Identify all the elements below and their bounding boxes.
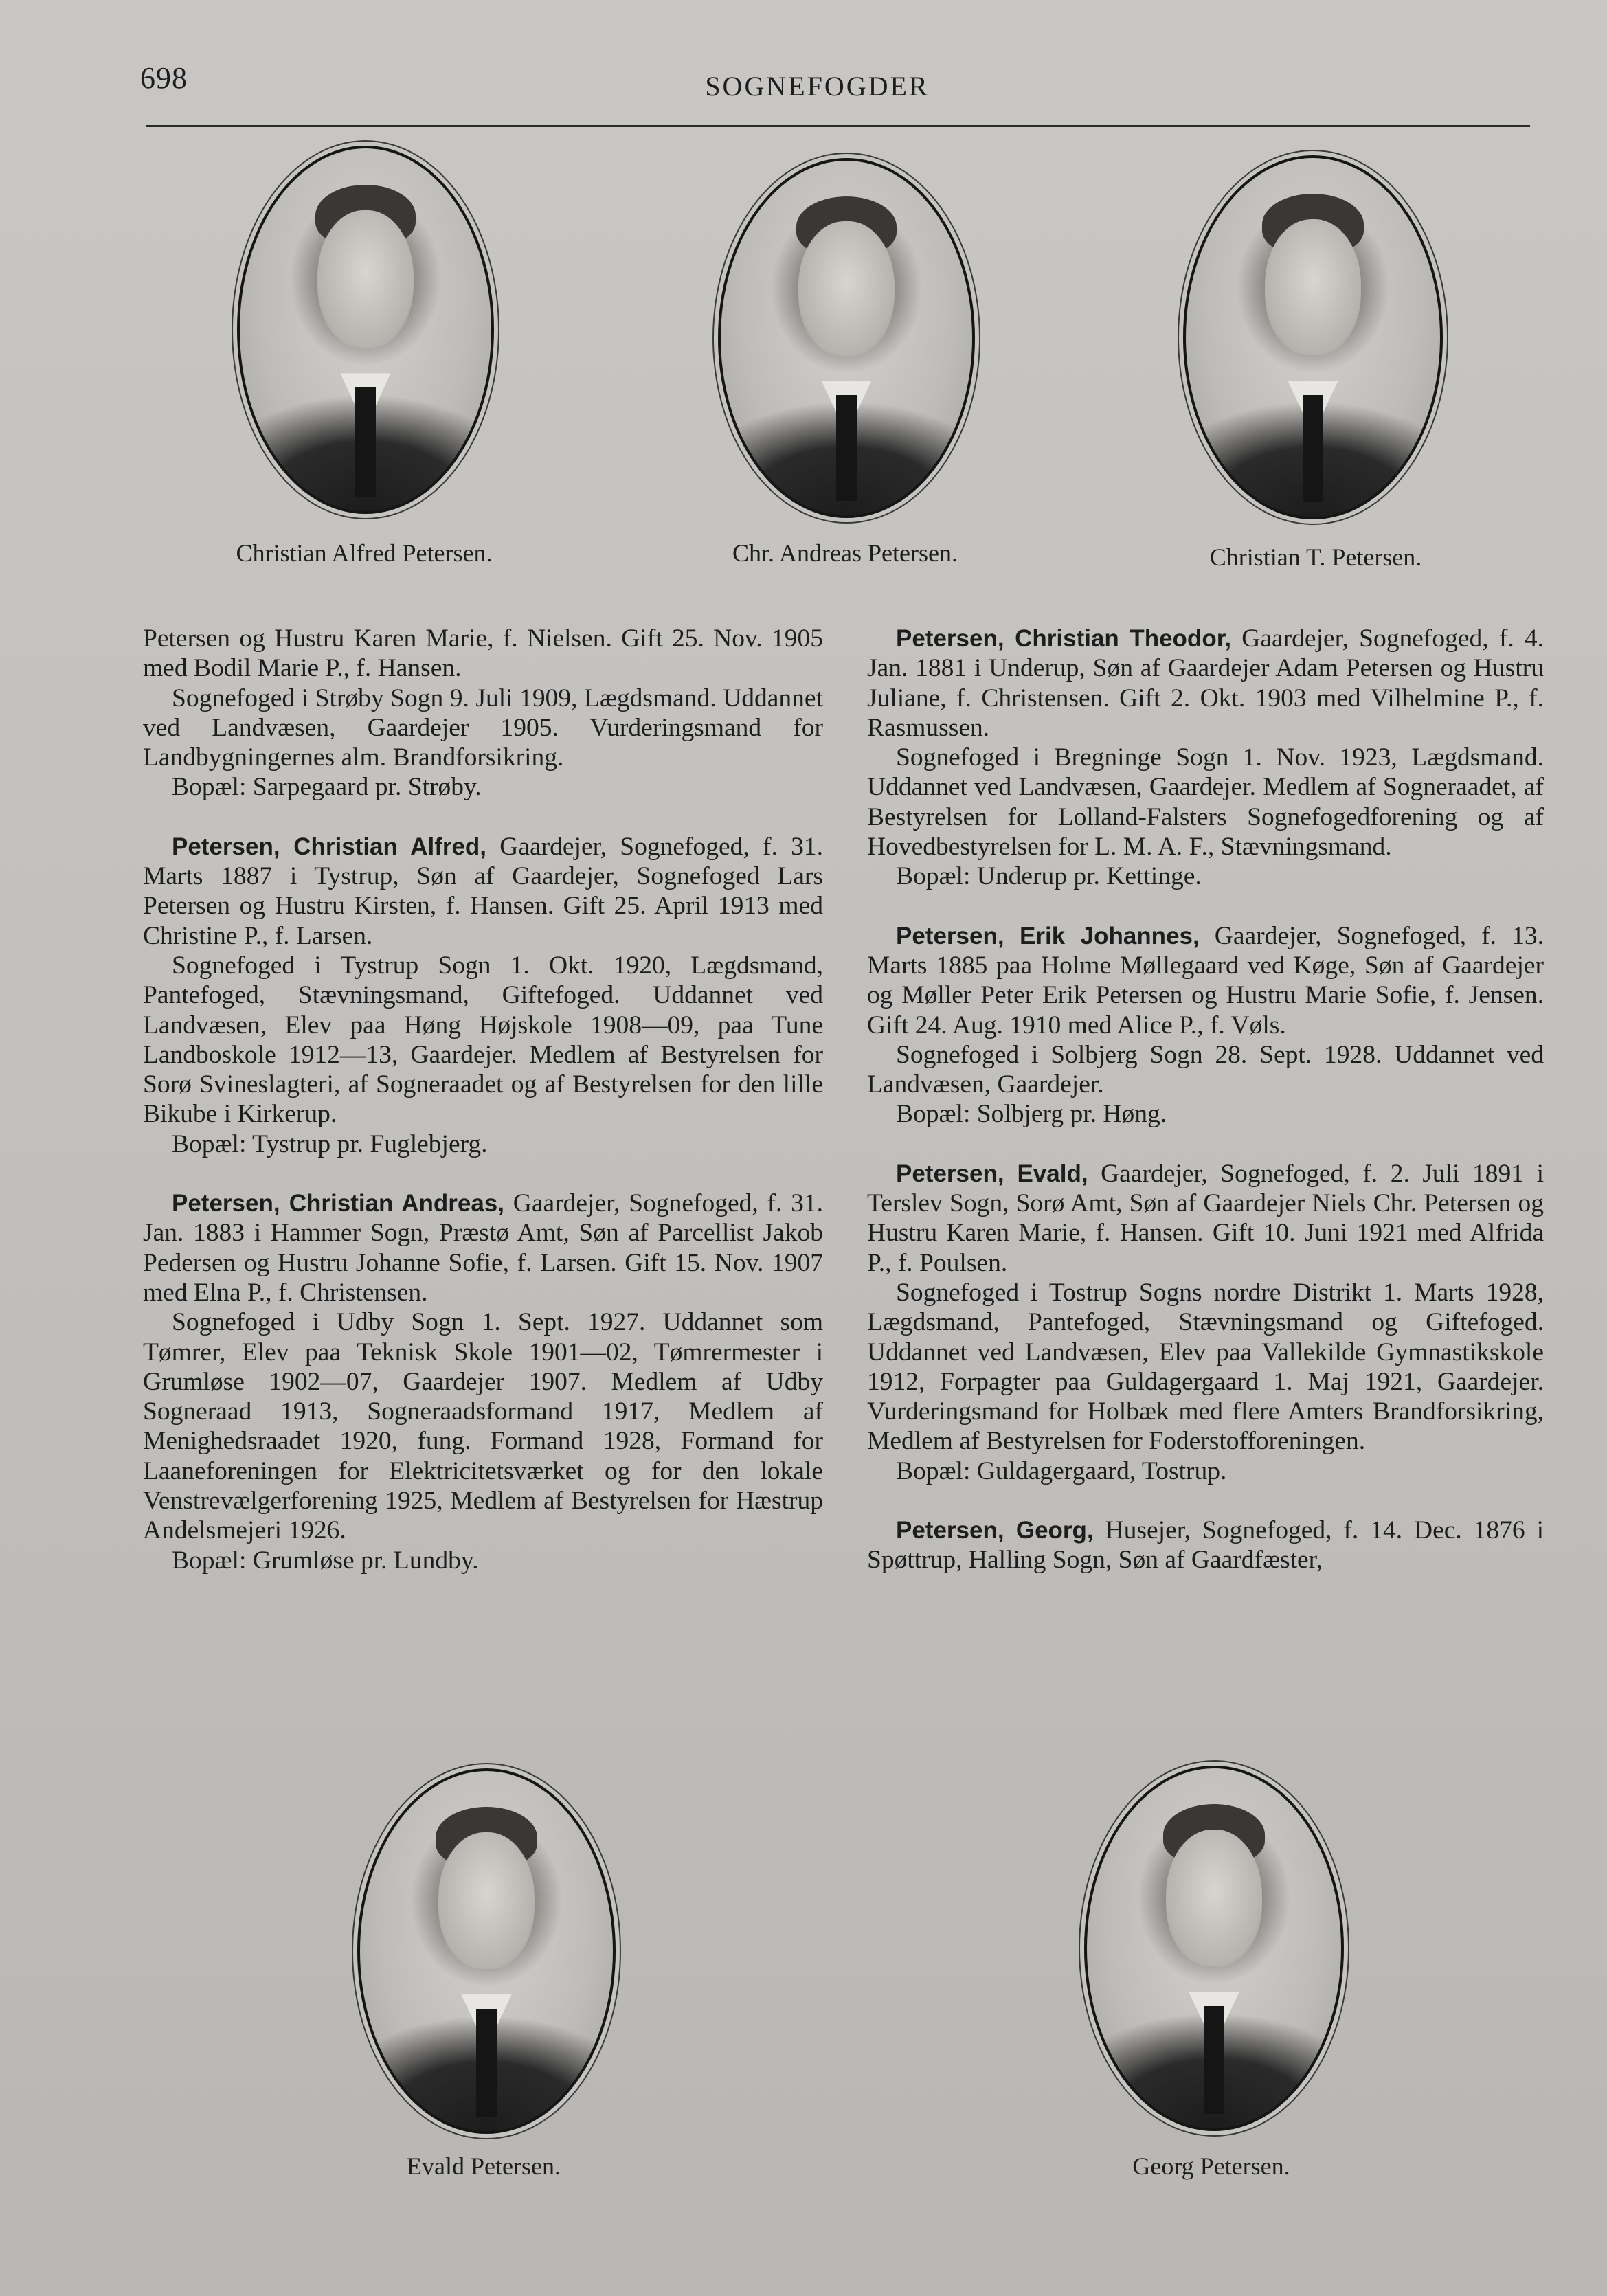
entry-residence: Bopæl: Sarpegaard pr. Strøby. (172, 773, 482, 802)
entry-text (867, 1516, 1544, 1575)
entry-residence: Bopæl: Tystrup pr. Fuglebjerg. (172, 1129, 488, 1158)
caption-evald: Evald Petersen. (407, 2152, 561, 2180)
entry-evald (867, 1159, 1544, 1486)
entry-text: Sognefoged i Tostrup Sogns nordre Distrikt 1. Marts 1928, Lægdsmand, Pantefoged, Stævningsmand og Giftefoged. Uddannet ved Landvæsen, Elev paa Vallekilde Gymnastikskole 1912, Forpagter paa Guldagergaard 1. Maj 1921, Gaardejer. Vurderingsmand for Holbæk med flere Amters Brandforsikring, Medlem af Bestyrelsen for Foderstofforeningen. (867, 1278, 1544, 1456)
entry-text: Sognefoged i Solbjerg Sogn 28. Sept. 1928. Uddannet ved Landvæsen, Gaardejer. (867, 1040, 1544, 1099)
entry-text: Sognefoged i Strøby Sogn 9. Juli 1909, Lægdsmand. Uddannet ved Landvæsen, Gaardejer 1905. Vurderingsmand for Landbygningernes alm. Brandforsikring. (143, 684, 823, 772)
entry-name: Petersen, Christian Theodor, (896, 625, 1232, 652)
portrait-chr-andreas (718, 158, 975, 518)
entry-lead: Gaardejer, Sognefoged, f. 13. Marts 1885 paa Holme Møllegaard ved Køge, Søn af Gaardejer og Møller Peter Erik Petersen og Hustru Marie Sofie, f. Jensen. Gift 24. Aug. 1910 med Alice P., f. Vøls. (867, 921, 1544, 1039)
portrait-tie (836, 395, 856, 502)
entry-residence: Bopæl: Solbjerg pr. Høng. (896, 1100, 1167, 1129)
entry-text (143, 832, 823, 951)
entry-text (143, 1189, 823, 1307)
portrait-christian-alfred (237, 146, 494, 514)
entry-text: Sognefoged i Bregninge Sogn 1. Nov. 1923, Lægdsmand. Uddannet ved Landvæsen, Gaardejer. Medlem af Sogneraadet, af Bestyrelsen for Lolland-Falsters Sognefogedforening og af Hovedbestyrelsen for L. M. A. F., Stævningsmand. (867, 743, 1544, 862)
entry-erik-johannes (867, 921, 1544, 1129)
entry-lead: Gaardejer, Sognefoged, f. 4. Jan. 1881 i Underup, Søn af Gaardejer Adam Petersen og Hustru Juliane, f. Christensen. Gift 2. Okt. 1903 med Vilhelmine P., f. Rasmussen. (867, 624, 1544, 742)
portrait-christian-t (1183, 155, 1443, 519)
entry-christian-theodor (867, 624, 1544, 892)
portrait-face (317, 210, 413, 348)
caption-chr-andreas: Chr. Andreas Petersen. (732, 539, 958, 567)
entry-lead: Gaardejer, Sognefoged, f. 2. Juli 1891 i Terslev Sogn, Sorø Amt, Søn af Gaardejer Niels Chr. Petersen og Hustru Karen Marie, f. Hansen. Gift 10. Juni 1921 med Alfrida P., f. Poulsen. (867, 1159, 1544, 1277)
entry-name: Petersen, Christian Andreas, (172, 1190, 504, 1217)
entry-text (867, 921, 1544, 1040)
entry-christian-andreas (143, 1189, 823, 1575)
entry-lead: Gaardejer, Sognefoged, f. 31. Marts 1887 i Tystrup, Søn af Gaardejer, Sognefoged Lars Petersen og Hustru Kirsten, f. Hansen. Gift 25. April 1913 med Christine P., f. Larsen. (143, 832, 823, 950)
caption-christian-t: Christian T. Petersen. (1209, 543, 1422, 571)
header-rule (146, 125, 1530, 127)
running-head: SOGNEFOGDER (705, 71, 930, 102)
entry-lead: Gaardejer, Sognefoged, f. 31. Jan. 1883 i Hammer Sogn, Præstø Amt, Søn af Parcellist Jakob Pedersen og Hustru Johanne Sofie, f. Larsen. Gift 15. Nov. 1907 med Elna P., f. Christensen. (143, 1189, 824, 1307)
entry-text: Sognefoged i Tystrup Sogn 1. Okt. 1920, Lægdsmand, Pantefoged, Stævningsmand, Giftefoged. Uddannet ved Landvæsen, Elev paa Høng Højskole 1908—09, paa Tune Landboskole 1912—13, Gaardejer. Medlem af Bestyrelsen for Sorø Svineslagteri, af Sogneraadet og af Bestyrelsen for den lille Bikube i Kirkerup. (143, 951, 823, 1129)
entry-residence: Bopæl: Grumløse pr. Lundby. (172, 1546, 479, 1575)
portrait-georg (1084, 1766, 1344, 2131)
entry-text: Sognefoged i Udby Sogn 1. Sept. 1927. Uddannet som Tømrer, Elev paa Teknisk Skole 1901—02, Tømrermester i Grumløse 1902—07, Gaardejer 1907. Medlem af Udby Sogneraad 1913, Sogneraadsformand 1917, Medlem af Menighedsraadet 1920, fung. Formand 1928, Formand for Laaneforeningen for Elektricitetsværket og for den lokale Venstrevælgerforening 1925, Medlem af Bestyrelsen for Hæstrup Andelsmejeri 1926. (143, 1308, 823, 1545)
entry-name: Petersen, Christian Alfred, (172, 833, 487, 860)
entry-text (867, 624, 1544, 743)
entry-text: Petersen og Hustru Karen Marie, f. Nielsen. Gift 25. Nov. 1905 med Bodil Marie P., f. Hansen. (143, 624, 823, 683)
caption-georg: Georg Petersen. (1132, 2152, 1290, 2180)
caption-christian-alfred: Christian Alfred Petersen. (236, 539, 493, 567)
portrait-tie (1204, 2006, 1224, 2114)
entry-lead: Husejer, Sognefoged, f. 14. Dec. 1876 i Spøttrup, Halling Sogn, Søn af Gaardfæster, (867, 1516, 1544, 1575)
entry-christian-alfred (143, 832, 823, 1159)
entry-name: Petersen, Georg, (896, 1517, 1094, 1544)
portrait-tie (476, 2009, 496, 2117)
portrait-face (1166, 1830, 1263, 1966)
portrait-face (798, 221, 894, 356)
portrait-face (438, 1832, 535, 1969)
entry-residence: Bopæl: Underup pr. Kettinge. (896, 862, 1202, 891)
portrait-evald (357, 1768, 616, 2134)
right-column (867, 624, 1544, 1575)
entry-georg (867, 1516, 1544, 1575)
page-number: 698 (140, 61, 188, 95)
entry-name: Petersen, Evald, (896, 1160, 1088, 1187)
left-column (143, 624, 823, 1575)
portrait-face (1265, 219, 1362, 355)
portrait-tie (355, 387, 375, 496)
entry-text (867, 1159, 1544, 1278)
entry-continuation (143, 624, 823, 802)
entry-name: Petersen, Erik Johannes, (896, 922, 1200, 949)
portrait-tie (1303, 395, 1323, 503)
entry-residence: Bopæl: Guldagergaard, Tostrup. (896, 1456, 1227, 1485)
